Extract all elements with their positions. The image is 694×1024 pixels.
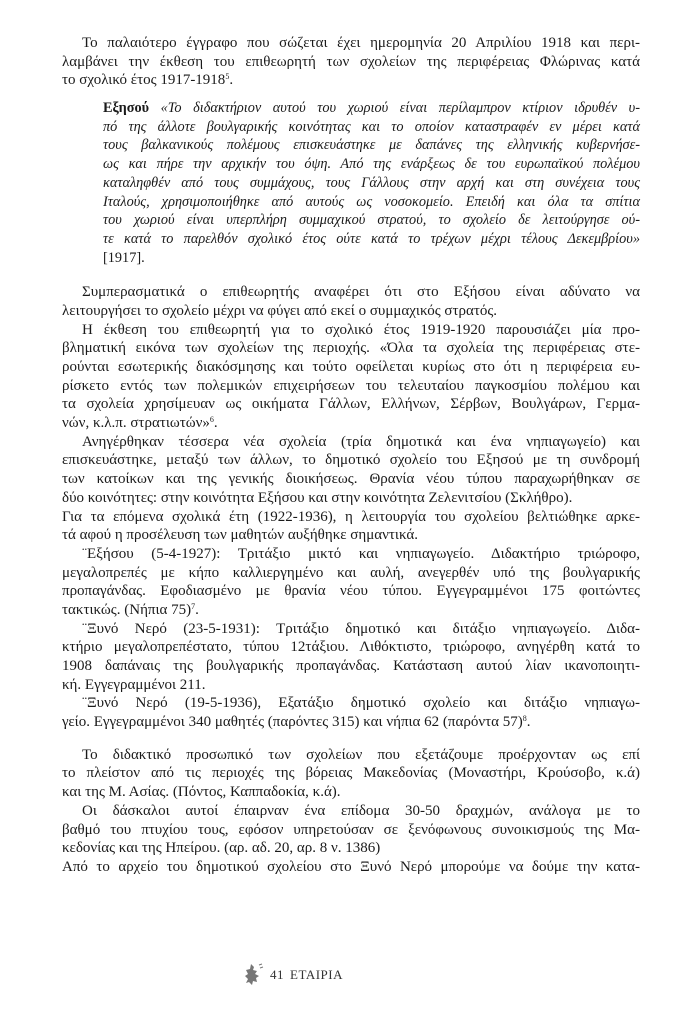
line-text: λαμβάνει την έκθεση του επιθεωρητή των σχολείων της περιφέρειας Φλώρινας κατά	[62, 53, 640, 70]
text-line	[62, 564, 640, 583]
text-line	[62, 34, 640, 53]
text-line	[103, 174, 640, 193]
text-line	[103, 211, 640, 230]
text-line	[62, 821, 640, 840]
quoted-report-excerpt	[103, 99, 640, 267]
line-suffix: .	[213, 415, 218, 432]
line-text: του χωριού είναι υπερπλήρη συμμαχικού στρατού, το σχολείο δε λειτούργησε ού-	[103, 212, 640, 229]
text-line	[103, 230, 640, 249]
text-line	[62, 582, 640, 601]
line-text: τά αφού η προσέλευση των μαθητών αυξήθηκε σημαντικά.	[62, 527, 419, 544]
line-suffix: .	[229, 72, 234, 89]
line-text: κεδονίας και της Ηπείρου. (αρ. αδ. 20, αρ. 8 ν. 1386)	[62, 840, 381, 857]
footnote-ref[interactable]: 6	[209, 415, 214, 425]
line-text: κτήριο μεγαλοπρεπέστατο, τύπου 12τάξιου. Λιθόκτιστο, τριώροφο, ανηγέρθη κατά το	[62, 639, 640, 656]
text-line	[62, 601, 640, 620]
text-line	[62, 508, 640, 527]
text-line	[62, 470, 640, 489]
text-line	[62, 414, 640, 433]
page-number: 41	[270, 967, 284, 982]
line-text: ρίσκετο εντός των πολεμικών επιχειρήσεων του τελευταίου παγκοσμίου πολέμου και	[62, 377, 640, 394]
line-text: και της Μ. Ασίας. (Πόντος, Καππαδοκία, κ.ά).	[62, 784, 341, 801]
line-text: Για τα επόμενα σχολικά έτη (1922-1936), η λειτουργία του σχολείου βελτιώθηκε αρκε-	[62, 508, 640, 525]
line-text: Το διδακτικό προσωπικό των σχολείων που εξετάζουμε προέρχονταν ως επί	[82, 746, 640, 763]
text-line	[62, 395, 640, 414]
line-text: τα σχολεία χρησίμευαν ως οικήματα Γάλλων, Ελλήνων, Σέρβων, Βουλγάρων, Γερμα-	[62, 396, 640, 413]
line-text: Η έκθεση του επιθεωρητή για το σχολικό έτος 1919-1920 παρουσιάζει μία προ-	[82, 321, 640, 338]
text-line	[62, 302, 640, 321]
publisher-name: ΕΤΑΙΡΙΑ	[290, 967, 344, 982]
line-text: τους βαλκανικούς πολέμους επισκευάστηκε με δαπάνες της ελληνικής κυβερνήσε-	[103, 137, 640, 154]
intro-paragraph	[62, 34, 640, 90]
line-text: Από το αρχείο του δημοτικού σχολείου στο Ξυνό Νερό μπορούμε να δούμε την κατα-	[62, 858, 640, 875]
line-text: δύο κοινότητες: στην κοινότητα Εξήσου και στην κοινότητα Ζελενιτσίου (Σκλήθρο).	[62, 489, 573, 506]
line-text: ¨Ξυνό Νερό (23-5-1931): Τριτάξιο δημοτικό και διτάξιο νηπιαγωγείο. Διδα-	[82, 620, 640, 637]
line-text: Οι δάσκαλοι αυτοί έπαιρναν ένα επίδομα 30-50 δραχμών, ανάλογα με το	[82, 802, 640, 819]
closing-text	[62, 746, 640, 877]
text-line	[103, 155, 640, 174]
line-text: ως και πήρε την αρχικήν του όψη. Από της ενάρξεως δε του ευρωπαϊκού πολέμου	[103, 156, 640, 173]
text-line	[62, 545, 640, 564]
line-text: μεγαλοπρεπές με κήπο καλλιεργημένο και αυλή, ανεγερθέν υπό της βουλγαρικής	[62, 564, 640, 581]
line-text: «Το διδακτήριον αυτού του χωριού είναι περίλαμπρον κτίριον ιδρυθέν υ-	[149, 100, 640, 117]
text-line	[62, 377, 640, 396]
line-text: γείο. Εγγεγραμμένοι 340 μαθητές (παρόντες 315) και νήπια 62 (παρόντα 57)	[62, 714, 523, 731]
text-line	[62, 638, 640, 657]
line-text: κή. Εγγεγραμμένοι 211.	[62, 676, 206, 693]
text-line	[62, 657, 640, 676]
line-text: το σχολικό έτος 1917-1918	[62, 72, 226, 89]
text-line	[103, 136, 640, 155]
line-text: νών, κ.λ.π. στρατιωτών»	[62, 415, 210, 432]
document-page	[62, 34, 640, 877]
line-text: [1917].	[103, 249, 145, 266]
text-line	[62, 71, 640, 90]
line-text: των κατοίκων και της γενικής διοικήσεως. Θρανία νέου τύπου παραχωρήθηκαν σε	[62, 471, 640, 488]
text-line	[62, 858, 640, 877]
line-text: βαθμό του πτυχίου τους, εφόσον υπηρετούσαν σε ξενόφωνους συνοικισμούς της Μα-	[62, 821, 640, 838]
line-text: προπαγάνδας. Εφοδιασμένο με θρανία νέου τύπου. Εγγεγραμμένοι 175 φοιτώντες	[62, 583, 640, 600]
text-line	[62, 802, 640, 821]
line-text: πό της άλλοτε βουλγαρικής κοινότητας και το οποίον καταστραφέν εν μέρει κατά	[103, 118, 640, 135]
text-line	[62, 839, 640, 858]
line-text: Συμπερασματικά ο επιθεωρητής αναφέρει ότι στο Εξήσου είναι αδύνατο να	[82, 284, 640, 301]
line-text: Ανηγέρθηκαν τέσσερα νέα σχολεία (τρία δημοτικά και ένα νηπιαγωγείο) και	[82, 433, 640, 450]
text-line	[62, 489, 640, 508]
text-line	[62, 433, 640, 452]
text-line	[103, 193, 640, 212]
text-line	[62, 746, 640, 765]
text-line	[62, 764, 640, 783]
text-line	[62, 676, 640, 695]
footnote-ref[interactable]: 8	[522, 714, 527, 724]
text-line	[103, 249, 640, 268]
line-text: ρούνται εσωτερικής διακόσμησης και τούτο οφείλεται κυρίως στο ότι η περιφέρεια ευ-	[62, 359, 640, 375]
footnote-ref[interactable]: 5	[225, 72, 230, 82]
text-line	[62, 339, 640, 358]
line-text: 1908 δαπάναις της βουλγαρικής προπαγάνδας. Κατάσταση αυτού λίαν ικανοποιητι-	[62, 658, 640, 674]
text-line	[62, 451, 640, 470]
footnote-ref[interactable]: 7	[191, 601, 196, 611]
line-suffix: .	[526, 714, 531, 731]
page-footer	[242, 962, 343, 988]
text-line	[62, 283, 640, 302]
text-line	[62, 713, 640, 732]
quote-lead-placename: Εξησού	[103, 100, 150, 117]
body-text	[62, 283, 640, 732]
line-text: τε κατά το παρελθόν σχολικό έτος ούτε κατά το τρέχων μέχρι τέλους Δεκεμβρίου»	[103, 230, 640, 247]
text-line	[62, 620, 640, 639]
line-text: λειτουργήσει το σχολείο μέχρι να φύγει από εκεί ο συμμαχικός στρατός.	[62, 302, 498, 319]
text-line	[62, 321, 640, 340]
text-line	[103, 99, 640, 118]
line-text: καταληφθέν από τους συμμάχους, τους Γάλλους στην αρχή και στη συνέχεια τους	[103, 174, 640, 191]
line-suffix: .	[195, 601, 199, 618]
line-text: Το παλαιότερο έγγραφο που σώζεται έχει ημερομηνία 20 Απριλίου 1918 και περι-	[82, 35, 640, 51]
line-text: επισκευάστηκε, μεταξύ των άλλων, το δημοτικό σχολείο του Εξησού με τη συνδρομή	[62, 452, 640, 469]
line-text: το πλείστον από τις περιοχές της βόρειας Μακεδονίας (Μοναστήρι, Κρούσοβο, κ.ά)	[62, 765, 640, 782]
line-text: Ιταλούς, χρησιμοποιήθηκε από αυτούς ως νοσοκομείο. Επειδή και όλα τα σπίτια	[103, 193, 640, 210]
text-line	[62, 526, 640, 545]
line-text: τακτικώς. (Νήπια 75)	[62, 601, 192, 618]
text-line	[103, 118, 640, 137]
line-text: ¨Ξυνό Νερό (19-5-1936), Εξατάξιο δημοτικό σχολείο και διτάξιο νηπιαγω-	[82, 695, 640, 712]
line-text: ¨Εξήσου (5-4-1927): Τριτάξιο μικτό και νηπιαγωγείο. Διδακτήριο τριώροφο,	[82, 545, 640, 562]
map-emblem-icon	[242, 962, 264, 988]
text-line	[62, 694, 640, 713]
line-text: βληματική εικόνα των σχολείων της περιοχής. «Όλα τα σχολεία της περιφέρειας στε-	[62, 340, 640, 357]
text-line	[62, 358, 640, 377]
text-line	[62, 53, 640, 72]
text-line	[62, 783, 640, 802]
